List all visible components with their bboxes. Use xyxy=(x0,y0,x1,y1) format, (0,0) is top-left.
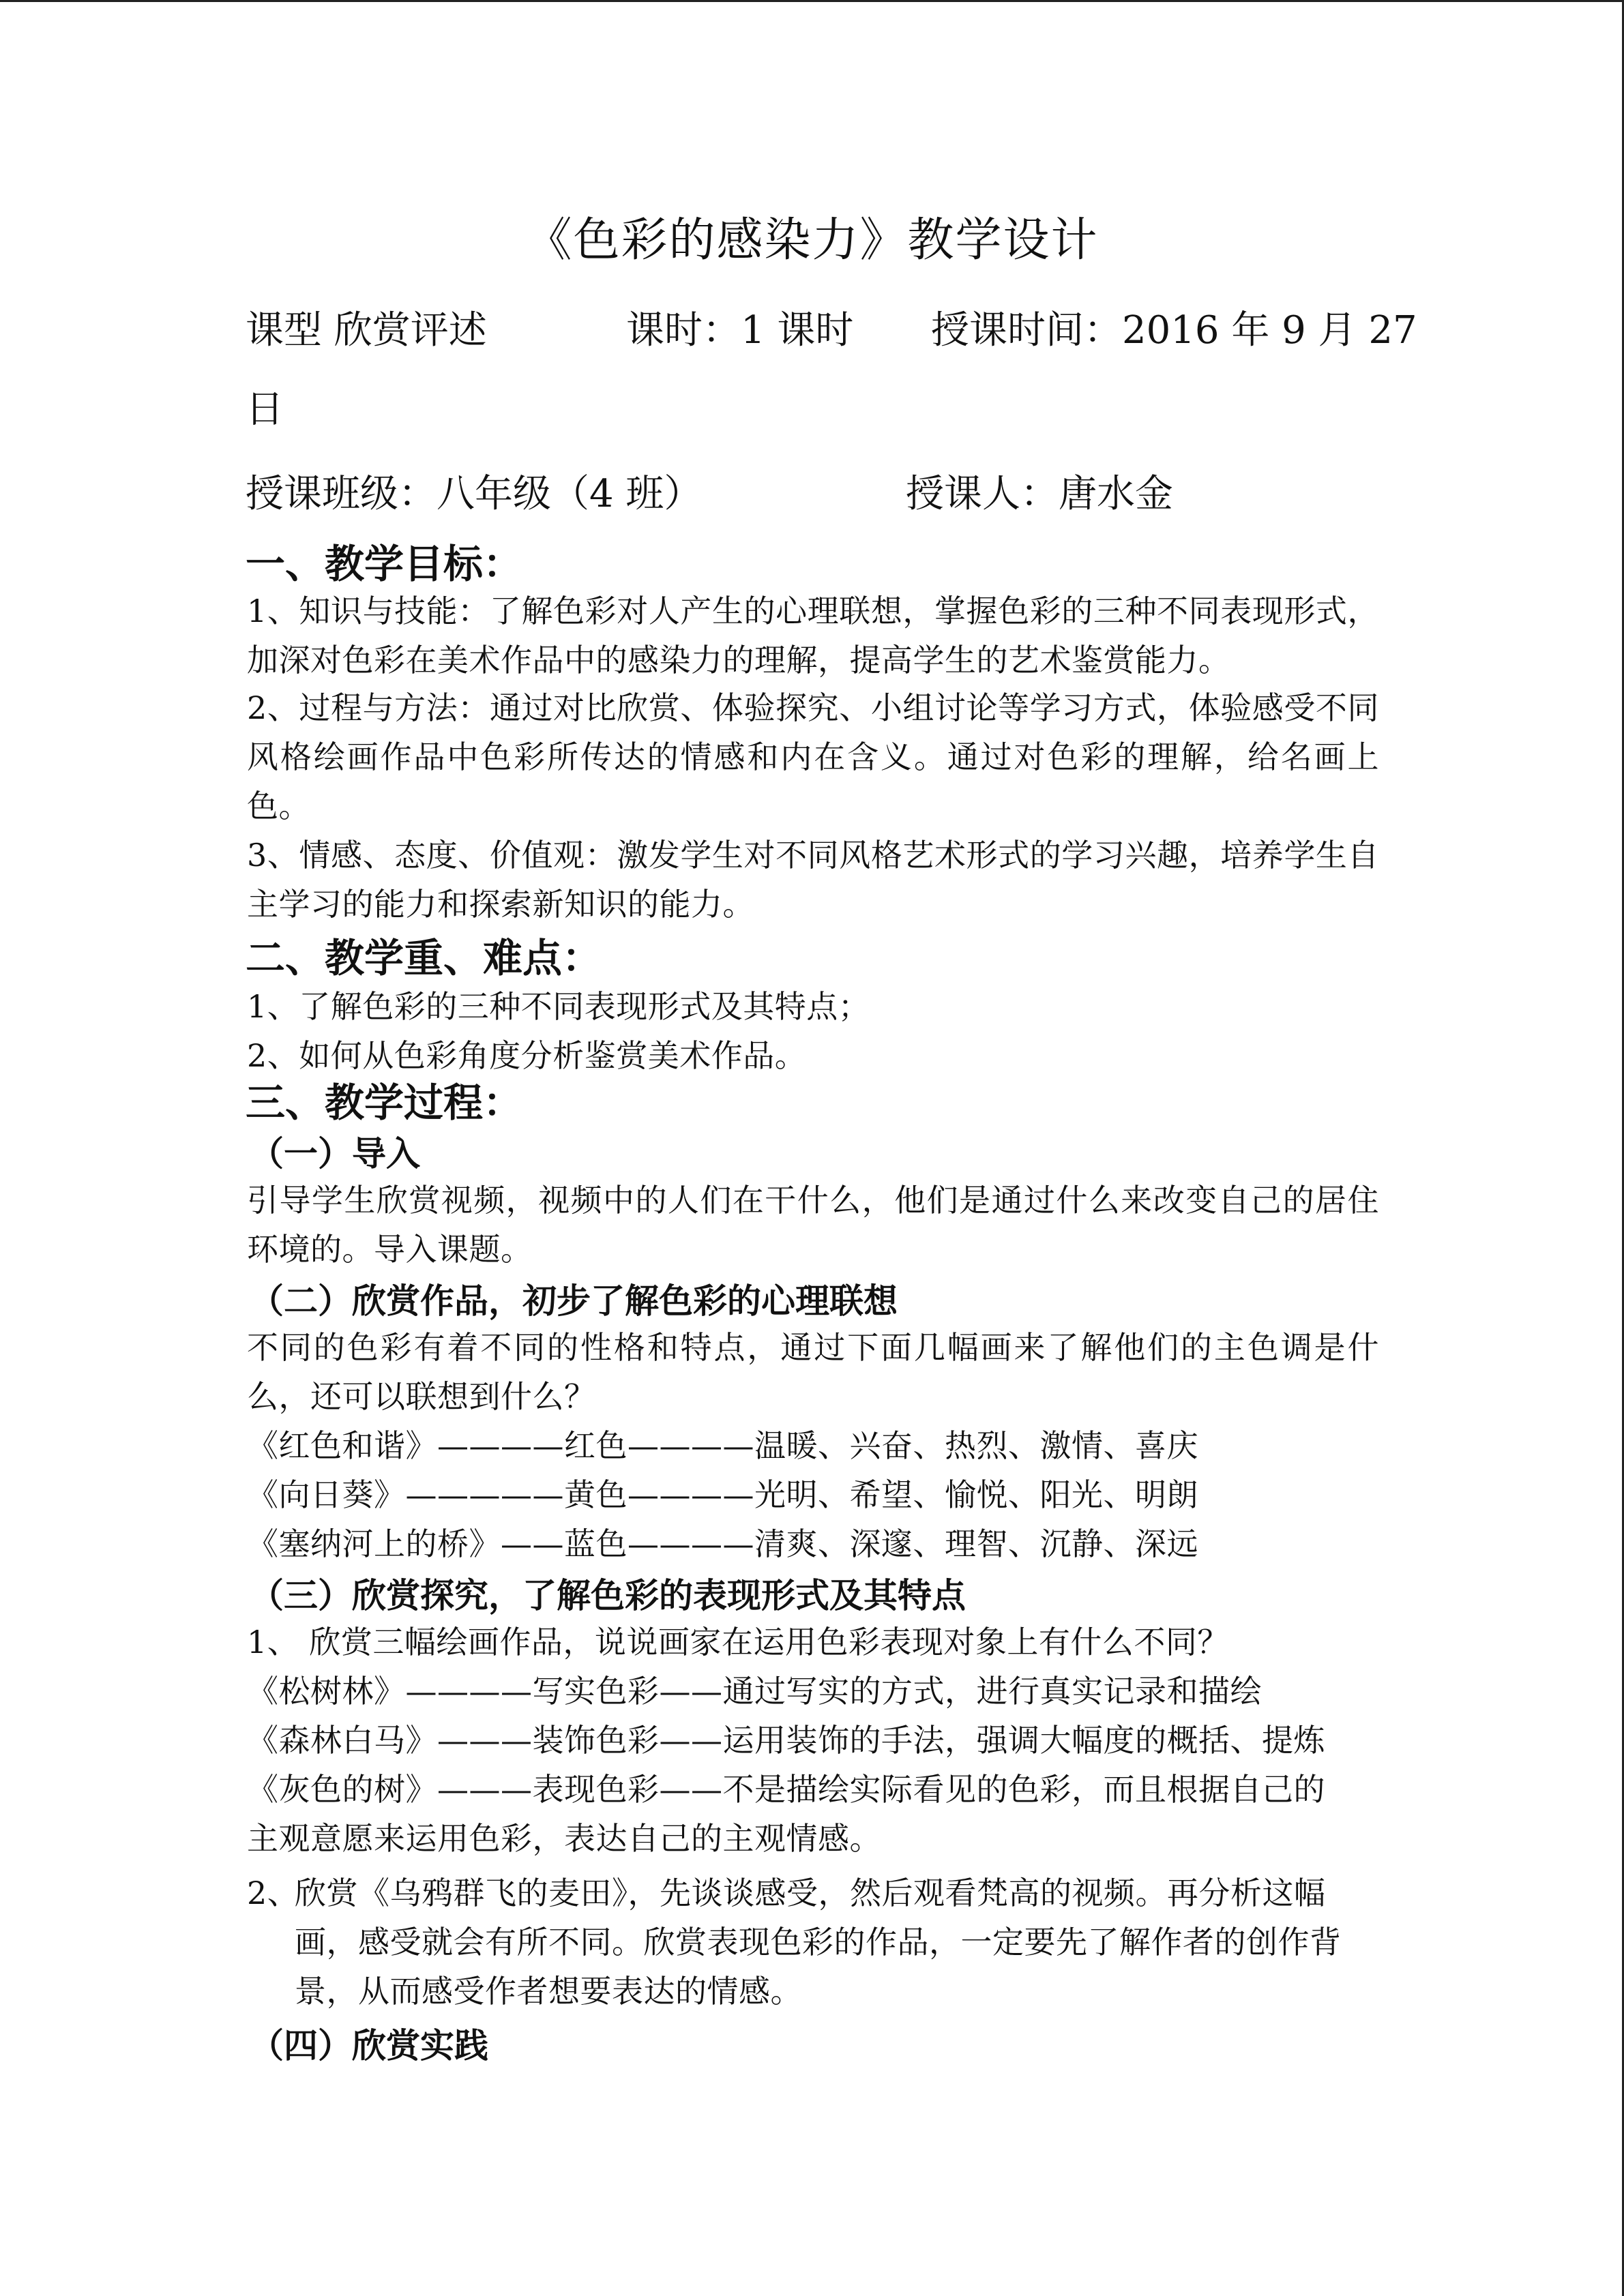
painting-color-row: 《塞纳河上的桥》——蓝色————清爽、深邃、理智、沉静、深远 xyxy=(247,1525,1198,1562)
appreciation-text: 不同的色彩有着不同的性格和特点，通过下面几幅画来了解他们的主色调是什么，还可以联想到什么？ xyxy=(247,1329,1379,1415)
intro-text: 引导学生欣赏视频，视频中的人们在干什么，他们是通过什么来改变自己的居住环境的。导入课题。 xyxy=(247,1182,1379,1268)
subsection-heading-intro: （一）导入 xyxy=(250,1133,420,1174)
painting-style-row-continued: 主观意愿来运用色彩，表达自己的主观情感。 xyxy=(247,1820,881,1857)
exploration-question: 1、 欣赏三幅绘画作品，说说画家在运用色彩表现对象上有什么不同？ xyxy=(247,1624,1229,1660)
subsection-heading-practice: （四）欣赏实践 xyxy=(250,2025,488,2066)
teaching-date-continued: 日 xyxy=(246,387,284,432)
subsection-heading-exploration: （三）欣赏探究，了解色彩的表现形式及其特点 xyxy=(250,1575,966,1615)
section-heading-process: 三、教学过程： xyxy=(246,1079,523,1126)
key-point-item: 1、了解色彩的三种不同表现形式及其特点； xyxy=(247,988,870,1025)
painting-color-row: 《红色和谐》————红色————温暖、兴奋、热烈、激情、喜庆 xyxy=(247,1427,1198,1464)
painting-style-row: 《灰色的树》———表现色彩——不是描绘实际看见的色彩，而且根据自己的 xyxy=(247,1771,1325,1808)
exploration-question-two: 欣赏《乌鸦群飞的麦田》，先谈谈感受，然后观看梵高的视频。再分析这幅 xyxy=(295,1875,1326,1911)
teaching-date: 授课时间：2016 年 9 月 27 xyxy=(931,308,1417,353)
subsection-heading-appreciation: （二）欣赏作品，初步了解色彩的心理联想 xyxy=(250,1281,898,1321)
painting-style-row: 《森林白马》———装饰色彩——运用装饰的手法，强调大幅度的概括、提炼 xyxy=(247,1722,1325,1759)
objective-item: 2、过程与方法：通过对比欣赏、体验探究、小组讨论等学习方式，体验感受不同风格绘画作品中色彩所传达的情感和内在含义。通过对色彩的理解，给名画上色。 xyxy=(247,689,1379,824)
section-heading-objectives: 一、教学目标： xyxy=(246,541,523,587)
document-title: 《色彩的感染力》教学设计 xyxy=(525,213,1099,267)
objective-item: 3、情感、态度、价值观：激发学生对不同风格艺术形式的学习兴趣，培养学生自主学习的能力和探索新知识的能力。 xyxy=(247,837,1379,923)
key-point-item: 2、如何从色彩角度分析鉴赏美术作品。 xyxy=(247,1037,807,1074)
exploration-question-number: 2、 xyxy=(247,1875,299,1911)
painting-style-row: 《松树林》————写实色彩——通过写实的方式，进行真实记录和描绘 xyxy=(247,1673,1262,1710)
exploration-question-two-continued: 画，感受就会有所不同。欣赏表现色彩的作品，一定要先了解作者的创作背 xyxy=(295,1924,1342,1960)
painting-color-row: 《向日葵》—————黄色————光明、希望、愉悦、阳光、明朗 xyxy=(247,1476,1198,1513)
section-heading-key-points: 二、教学重、难点： xyxy=(246,935,602,981)
teaching-class: 授课班级：八年级（4 班） xyxy=(246,472,703,516)
teacher-name: 授课人：唐水金 xyxy=(906,472,1173,516)
course-type: 课型 欣赏评述 xyxy=(246,308,487,353)
objective-item: 1、知识与技能：了解色彩对人产生的心理联想，掌握色彩的三种不同表现形式，加深对色彩在美术作品中的感染力的理解，提高学生的艺术鉴赏能力。 xyxy=(247,593,1379,679)
class-period: 课时：1 课时 xyxy=(626,308,854,353)
exploration-question-two-continued: 景，从而感受作者想要表达的情感。 xyxy=(295,1973,802,2010)
